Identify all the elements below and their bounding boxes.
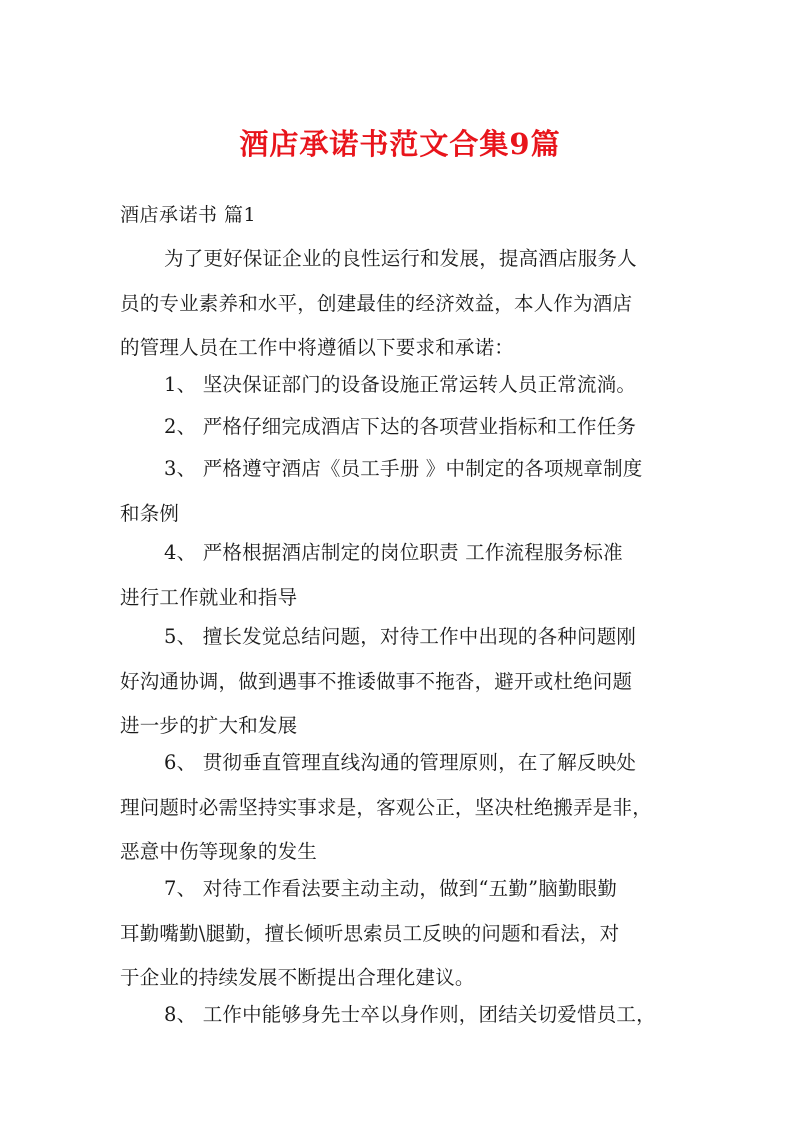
paragraph-intro [120,237,684,371]
text-line: 的管理人员在工作中将遵循以下要求和承诺： [120,336,515,359]
paragraph-item-8 [120,993,684,1038]
text-line: 员的专业素养和水平，创建最佳的经济效益，本人作为酒店 [120,291,633,315]
text-line: 和条例 [120,501,180,525]
paragraph-item-6 [120,741,684,875]
paragraph-item-3 [120,447,684,536]
text-line: 进一步的扩大和发展 [120,714,298,737]
text-line: 耳勤嘴勤\腿勤，擅长倾听思索员工反映的问题和看法，对 [120,921,620,945]
text-line: 8、 工作中能够身先士卒以身作则，团结关切爱惜员工， [164,1003,656,1026]
paragraph-item-1 [120,363,684,408]
paragraph-item-7 [120,867,684,1001]
document-title: 酒店承诺书范文合集9篇 [239,127,561,161]
text-line: 理问题时必需坚持实事求是，客观公正，坚决杜绝搬弄是非， [120,795,652,819]
text-line: 3、 严格遵守酒店《员工手册 》中制定的各项规章制度 [164,457,643,480]
text-line: 于企业的持续发展不断提出合理化建议。 [120,966,475,989]
text-line: 2、 严格仔细完成酒店下达的各项营业指标和工作任务 [164,415,637,438]
text-line: 好沟通协调，做到遇事不推诿做事不拖沓，避开或杜绝问题 [120,669,633,693]
paragraph-item-4 [120,531,684,620]
text-line: 恶意中伤等现象的发生 [120,840,318,863]
text-line: 7、 对待工作看法要主动主动，做到“五勤”脑勤眼勤 [164,877,618,900]
text-line: 1、 坚决保证部门的设备设施正常运转人员正常流淌。 [164,373,637,396]
text-line: 4、 严格根据酒店制定的岗位职责 工作流程服务标准 [164,541,623,564]
text-line: 6、 贯彻垂直管理直线沟通的管理原则，在了解反映处 [164,751,637,774]
paragraph-item-2 [120,405,684,450]
text-line: 5、 擅长发觉总结问题，对待工作中出现的各种问题刚 [164,625,637,648]
section-heading: 酒店承诺书 篇1 [120,204,257,226]
text-line: 进行工作就业和指导 [120,585,298,609]
paragraph-item-5 [120,615,684,749]
text-line: 为了更好保证企业的良性运行和发展，提高酒店服务人 [164,247,637,270]
